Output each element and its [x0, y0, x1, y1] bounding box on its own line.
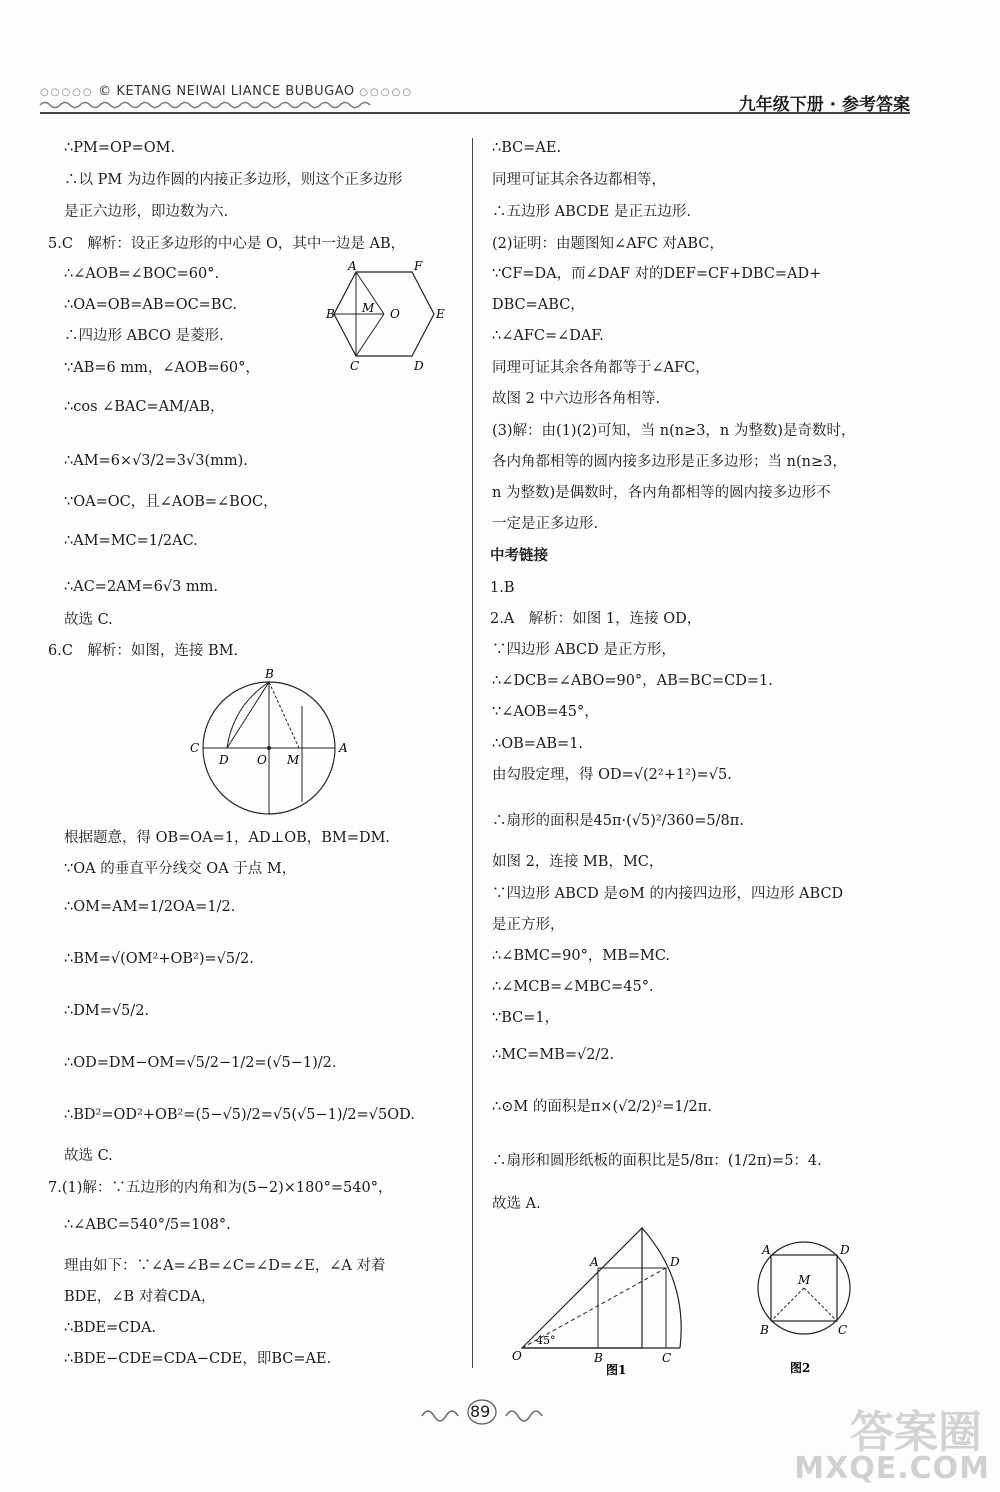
text-line: ∴∠DCB=∠ABO=90°，AB=BC=CD=1.: [492, 673, 773, 689]
formula-line: 由勾股定理，得 OD=√(2²+1²)=√5.: [492, 767, 732, 783]
text-line: ∵BC=1，: [492, 1010, 560, 1026]
watermark-url: MXQE.COM: [794, 1451, 990, 1486]
fig1-triangle: [522, 1228, 642, 1348]
formula-line: ∴扇形的面积是45π·(√5)²/360=5/8π.: [492, 813, 744, 829]
hex-label: F: [414, 259, 423, 273]
fig2-label: B: [760, 1323, 769, 1337]
figure-1: [510, 1220, 710, 1375]
text-line: (3)解：由(1)(2)可知，当 n(n≥3，n 为整数)是奇数时，: [492, 423, 856, 439]
text-line: 故选 A.: [492, 1196, 541, 1212]
figure-2: [750, 1236, 860, 1376]
answer-1: 1.B: [490, 580, 515, 596]
watermark: [792, 1396, 992, 1486]
hex-line-co: [356, 314, 384, 356]
circle-label: O: [257, 753, 267, 767]
fig2-mb: [771, 1288, 804, 1321]
formula-line: ∴⊙M 的面积是π×(√2/2)²=1/2π.: [492, 1099, 712, 1115]
fig1-label: A: [590, 1255, 599, 1269]
text-line: ∵∠AOB=45°，: [492, 704, 599, 720]
formula-line: ∴BM=√(OM²+OB²)=√5/2.: [64, 951, 254, 967]
header-wave-ornament: [40, 100, 370, 110]
text-line: ∵OA=OC，且∠AOB=∠BOC，: [64, 494, 278, 510]
line-bm: [269, 682, 299, 748]
fig1-square: [598, 1268, 666, 1348]
header-rule: [40, 112, 910, 114]
formula-line: ∴AC=2AM=6√3 mm.: [64, 579, 219, 595]
fig2-label: A: [762, 1243, 771, 1257]
header-dots-right: ○○○○○: [359, 87, 413, 98]
section-heading: 中考链接: [490, 548, 548, 564]
formula-line: ∴扇形和圆形纸板的面积比是5/8π：(1/2π)=5：4.: [492, 1153, 822, 1169]
text-line: ∴五边形 ABCDE 是正五边形.: [492, 204, 692, 220]
fig2-label: M: [798, 1273, 811, 1287]
text-line: ∴∠BMC=90°，MB=MC.: [492, 948, 671, 964]
fig1-label: B: [594, 1351, 603, 1365]
text-line: ∴四边形 ABCO 是菱形.: [64, 328, 224, 344]
text-line: ∴以 PM 为边作圆的内接正多边形，则这个正多边形: [64, 172, 403, 188]
circle-label: C: [190, 741, 200, 755]
text-line: ∴∠MCB=∠MBC=45°.: [492, 979, 654, 995]
circle-figure: [189, 666, 359, 816]
text-line: ∴OB=AB=1.: [492, 736, 584, 752]
center-point: [267, 746, 271, 750]
header-title: 九年级下册 · 参考答案: [738, 95, 910, 115]
text-line: 各内角都相等的圆内接多边形是正多边形；当 n(n≥3，: [492, 454, 847, 470]
text-line: 如图 2，连接 MB，MC，: [492, 854, 664, 870]
formula-line: ∴AM=6×√3/2=3√3(mm).: [64, 453, 248, 469]
circle-label: B: [265, 667, 274, 681]
text-line: ∴BDE−CDE=CDA−CDE，即BC=AE.: [64, 1351, 332, 1367]
circle-label: A: [339, 741, 348, 755]
hex-label: B: [326, 307, 335, 321]
hex-label: E: [436, 307, 445, 321]
text-line: ∴OA=OB=AB=OC=BC.: [64, 297, 237, 313]
text-line: ∴∠AOB=∠BOC=60°.: [64, 266, 220, 282]
question-5: 5.C 解析：设正多边形的中心是 O，其中一边是 AB，: [48, 236, 406, 252]
text-line: ∵四边形 ABCD 是正方形，: [492, 642, 676, 658]
circle-label: D: [219, 753, 229, 767]
formula-line: ∴DM=√5/2.: [64, 1003, 150, 1019]
brand-logo-icon: ©: [98, 84, 112, 99]
text-line: ∵AB=6 mm，∠AOB=60°，: [64, 360, 260, 376]
text-line: 故选 C.: [64, 1148, 113, 1164]
column-divider: [472, 138, 473, 1368]
fig1-label: O: [512, 1349, 522, 1363]
fig1-label: C: [662, 1351, 672, 1365]
circle-label: M: [287, 753, 300, 767]
text-line: ∵四边形 ABCD 是⊙M 的内接四边形，四边形 ABCD: [492, 886, 844, 902]
text-line: BDE，∠B 对着CDA，: [64, 1289, 216, 1305]
hex-label: A: [348, 259, 357, 273]
fig2-label: C: [838, 1323, 848, 1337]
formula-line: ∴AM=MC=1/2AC.: [64, 533, 198, 549]
text-line: 故选 C.: [64, 612, 113, 628]
formula-line: ∴OD=DM−OM=√5/2−1/2=(√5−1)/2.: [64, 1055, 337, 1071]
text-line: ∴BDE=CDA.: [64, 1320, 157, 1336]
text-line: ∵OA 的垂直平分线交 OA 于点 M，: [64, 861, 297, 877]
hex-label: D: [414, 359, 424, 373]
text-line: 一定是正多边形.: [492, 516, 599, 532]
text-line: ∴BC=AE.: [492, 140, 562, 156]
hex-label: M: [362, 301, 375, 315]
hex-label: O: [390, 307, 400, 321]
text-line: 是正六边形，即边数为六.: [64, 204, 229, 220]
text-line: 同理可证其余各角都等于∠AFC，: [492, 360, 710, 376]
header-dots-left: ○○○○○: [40, 87, 94, 98]
fig2-caption: 图2: [790, 1361, 811, 1375]
question-6: 6.C 解析：如图，连接 BM.: [48, 643, 239, 659]
formula-line: ∴BD²=OD²+OB²=(5−√5)/2=√5(√5−1)/2=√5OD.: [64, 1107, 415, 1123]
brand-text: KETANG NEIWAI LIANCE BUBUGAO: [116, 84, 355, 99]
text-line: ∴∠AFC=∠DAF.: [492, 328, 604, 344]
fig1-arc: [642, 1228, 681, 1348]
hexagon-figure: [326, 259, 454, 373]
text-line: 故图 2 中六边形各角相等.: [492, 391, 661, 407]
text-line: 是正方形，: [492, 917, 565, 933]
hex-label: C: [350, 359, 360, 373]
text-line: DBC=ABC，: [492, 297, 585, 313]
text-line: 同理可证其余各边都相等，: [492, 172, 666, 188]
footer-ornament-icon: [420, 1398, 580, 1428]
fig2-label: D: [840, 1243, 850, 1257]
text-line: 根据题意，得 OB=OA=1，AD⊥OB，BM=DM.: [64, 830, 391, 846]
fig1-label: D: [670, 1255, 680, 1269]
formula-line: ∴cos ∠BAC=AM/AB，: [64, 399, 225, 415]
formula-line: ∴MC=MB=√2/2.: [492, 1047, 615, 1063]
fig1-label: 45°: [536, 1334, 556, 1347]
formula-line: ∴∠ABC=540°/5=108°.: [64, 1217, 231, 1233]
fig1-caption: 图1: [606, 1363, 627, 1377]
text-line: ∴PM=OP=OM.: [64, 140, 176, 156]
header-brand: [40, 84, 413, 99]
text-line: (2)证明：由题图知∠AFC 对ABC，: [492, 236, 724, 252]
page-footer: [420, 1398, 580, 1438]
formula-line: ∴OM=AM=1/2OA=1/2.: [64, 899, 236, 915]
text-line: 理由如下：∵∠A=∠B=∠C=∠D=∠E，∠A 对着: [64, 1258, 386, 1274]
text-line: ∵CF=DA，而∠DAF 对的DEF=CF+DBC=AD+: [492, 266, 822, 282]
watermark-logo: 答案圈: [850, 1407, 982, 1458]
question-7: 7.(1)解：∵五边形的内角和为(5−2)×180°=540°，: [48, 1180, 393, 1196]
answer-2: 2.A 解析：如图 1，连接 OD，: [490, 611, 702, 627]
page-header: [40, 78, 910, 118]
text-line: n 为整数)是偶数时，各内角都相等的圆内接多边形不: [492, 485, 831, 501]
page-number: 89: [470, 1402, 491, 1421]
fig2-mc: [804, 1288, 837, 1321]
